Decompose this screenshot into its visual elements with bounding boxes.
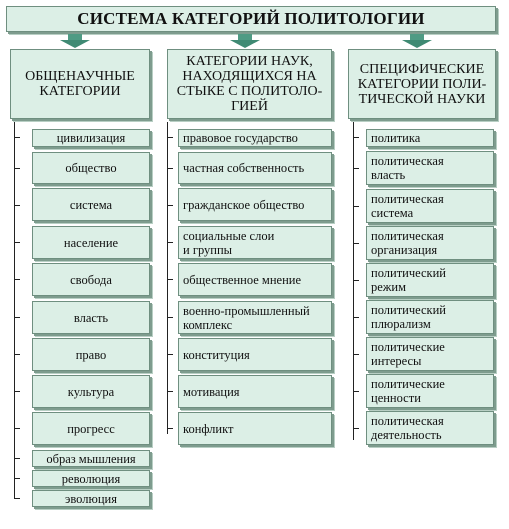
list-item: право [32, 338, 150, 371]
list-item: политические ценности [366, 374, 494, 408]
list-item: политический плюрализм [366, 300, 494, 334]
list-item: мотивация [178, 375, 332, 408]
list-item: революция [32, 470, 150, 487]
list-item: политические интересы [366, 337, 494, 371]
diagram-title: СИСТЕМА КАТЕГОРИЙ ПОЛИТОЛОГИИ [6, 6, 496, 32]
list-item: политика [366, 129, 494, 147]
list-item: прогресс [32, 412, 150, 445]
list-item: политический режим [366, 263, 494, 297]
list-item: политическая система [366, 189, 494, 223]
list-item: культура [32, 375, 150, 408]
list-item: правовое государство [178, 129, 332, 147]
column-header-general: ОБЩЕНАУЧНЫЕ КАТЕГОРИИ [10, 49, 150, 119]
list-item: эволюция [32, 490, 150, 507]
list-item: политическая деятельность [366, 411, 494, 445]
list-item: гражданское общество [178, 188, 332, 221]
list-item: система [32, 188, 150, 221]
list-item: политическая власть [366, 151, 494, 185]
list-item: социальные слои и группы [178, 226, 332, 259]
list-item: образ мышления [32, 450, 150, 467]
list-item: цивилизация [32, 129, 150, 147]
column-header-specific: СПЕЦИФИЧЕСКИЕ КАТЕГОРИИ ПОЛИ-ТИЧЕСКОЙ НАУКИ [348, 49, 496, 119]
list-item: население [32, 226, 150, 259]
list-item: частная собственность [178, 152, 332, 184]
list-item: политическая организация [366, 226, 494, 260]
list-item: военно-промышленный комплекс [178, 301, 332, 334]
list-item: общественное мнение [178, 263, 332, 296]
connector-line [353, 122, 354, 440]
list-item: власть [32, 301, 150, 334]
column-header-interdisciplinary: КАТЕГОРИИ НАУК, НАХОДЯЩИХСЯ НА СТЫКЕ С ПОЛИТОЛО-ГИЕЙ [167, 49, 332, 119]
list-item: конституция [178, 338, 332, 371]
list-item: общество [32, 152, 150, 184]
list-item: конфликт [178, 412, 332, 445]
list-item: свобода [32, 263, 150, 296]
connector-line [14, 122, 15, 499]
